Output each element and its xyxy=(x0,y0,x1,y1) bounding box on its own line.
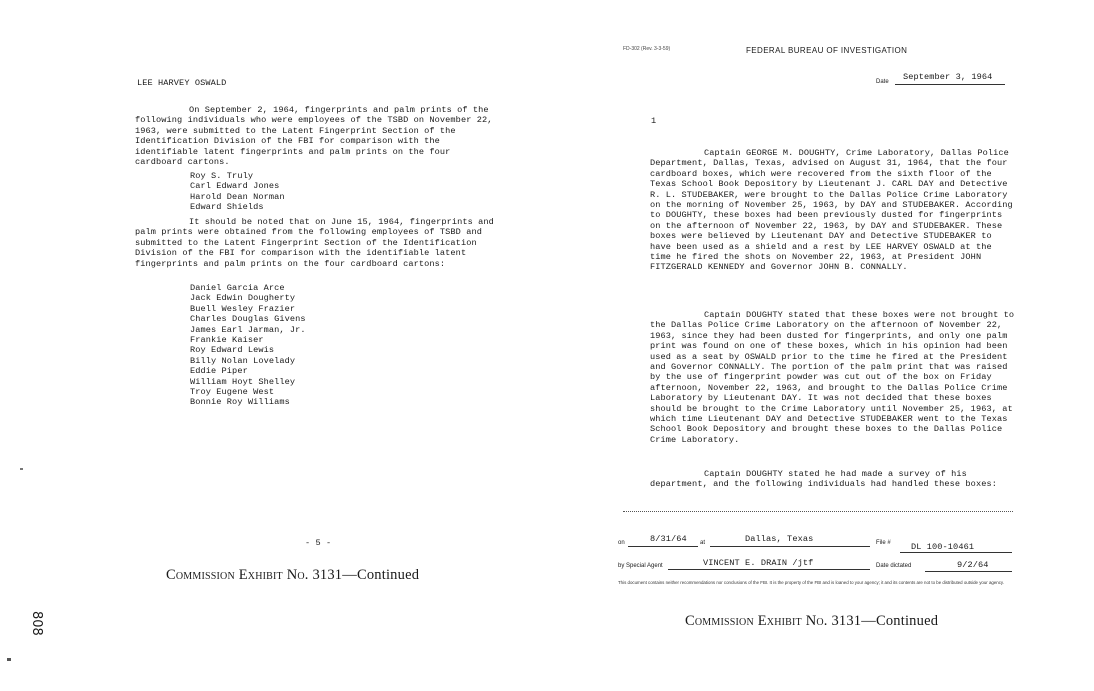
list-item: Buell Wesley Frazier xyxy=(190,303,296,314)
list-item: Carl Edward Jones xyxy=(190,181,280,192)
list-item: Charles Douglas Givens xyxy=(190,314,306,325)
on-label: on xyxy=(618,540,625,546)
list-item: Daniel Garcia Arce xyxy=(190,283,285,293)
dictated-value: 9/2/64 xyxy=(957,560,989,570)
page-marker: 1 xyxy=(651,116,657,126)
agent-underline xyxy=(668,569,870,570)
left-list-2 xyxy=(190,283,306,408)
caption-prefix: Commission Exhibit No. xyxy=(166,567,309,583)
list-item: Billy Nolan Lovelady xyxy=(190,355,296,366)
caption-prefix: Commission Exhibit No. xyxy=(685,613,828,629)
speck xyxy=(20,468,23,470)
file-label: File # xyxy=(876,540,891,546)
left-list-1 xyxy=(190,171,285,213)
agent-label: by Special Agent xyxy=(618,563,663,569)
date-value: September 3, 1964 xyxy=(903,72,993,82)
list-item: Troy Eugene West xyxy=(190,387,275,398)
right-para-1: Captain GEORGE M. DOUGHTY, Crime Laboratory, Dallas Police Department, Dallas, Texas, advised on August 31, 1964, that the four cardboard boxes, which were recovered from the sixth floor of the Texas School Book Depository by Lieutenant J. CARL DAY and Detective R. L. STUDEBAKER, were brought to the Dallas Police Crime Laboratory on the morning of November 25, 1963, by DAY and STUDEBAKER. According to DOUGHTY, these boxes had been previously dusted for fingerprints on the afternoon of November 22, 1963, by DAY and STUDEBAKER. These boxes were believed by Lieutenant DAY and Detective STUDEBAKER to have been used as a shield and a rest by LEE HARVEY OSWALD at the time he fired the shots on November 22, 1963, at President JOHN FITZGERALD KENNEDY and Governor JOHN B. CONNALLY. xyxy=(650,148,1013,273)
list-item: Bonnie Roy Williams xyxy=(190,397,290,408)
disclaimer: This document contains neither recommendations nor conclusions of the FBI. It is the property of the FBI and is loaned to your agency; it and its contents are not to be distributed outside your agency. xyxy=(618,580,1005,585)
list-item: Harold Dean Norman xyxy=(190,191,285,202)
right-para-3: Captain DOUGHTY stated he had made a survey of his department, and the following individuals had handled these boxes: xyxy=(650,469,997,490)
dictated-label: Date dictated xyxy=(876,563,912,569)
location-underline xyxy=(710,546,870,547)
list-item: Frankie Kaiser xyxy=(190,335,264,346)
caption-number: 3131—Continued xyxy=(831,613,939,629)
at-label: at xyxy=(700,540,706,546)
right-caption xyxy=(685,613,938,630)
caption-number: 3131—Continued xyxy=(312,567,420,583)
left-page-number: - 5 - xyxy=(305,538,332,548)
dictated-underline xyxy=(925,571,1012,572)
date-label: Date xyxy=(876,79,889,85)
interview-date: 8/31/64 xyxy=(650,534,687,544)
form-number: FD-302 (Rev. 3-3-59) xyxy=(623,46,671,52)
form-separator xyxy=(623,511,1013,512)
speck xyxy=(7,658,11,661)
list-item: William Hoyt Shelley xyxy=(190,376,296,387)
left-para-1: On September 2, 1964, fingerprints and palm prints of the following individuals who were employees of the TSBD on November 22, 1963, were submitted to the Latent Fingerprint Section of the Identification Division of the FBI for comparison with the identifiable latent fingerprints and palm prints on the four cardboard cartons. xyxy=(135,105,493,168)
list-item: Jack Edwin Dougherty xyxy=(190,293,296,304)
interview-date-underline xyxy=(628,546,698,547)
file-number: DL 100-10461 xyxy=(911,542,975,552)
list-item: Eddie Piper xyxy=(190,366,248,377)
left-caption xyxy=(166,567,419,584)
list-item: James Earl Jarman, Jr. xyxy=(190,324,306,335)
margin-page-number: 808 xyxy=(29,611,44,636)
agency-name: FEDERAL BUREAU OF INVESTIGATION xyxy=(746,46,908,55)
location: Dallas, Texas xyxy=(745,534,814,544)
list-item: Roy S. Truly xyxy=(190,171,254,181)
date-underline xyxy=(895,84,1005,85)
list-item: Edward Shields xyxy=(190,202,264,213)
agent-name: VINCENT E. DRAIN /jtf xyxy=(703,558,814,568)
left-heading: LEE HARVEY OSWALD xyxy=(137,78,227,88)
left-para-2: It should be noted that on June 15, 1964, fingerprints and palm prints were obtained from the following employees of TSBD and submitted to the Latent Fingerprint Section of the Identification Division of the FBI for comparison with the identifiable latent fingerprints and palm prints on the four cardboard cartons: xyxy=(135,217,494,269)
right-para-2: Captain DOUGHTY stated that these boxes were not brought to the Dallas Police Crime Laboratory on the afternoon of November 22, 1963, since they had been dusted for fingerprints, and only one palm print was found on one of these boxes, which in his opinion had been used as a seat by OSWALD prior to the time he fired at the President and Governor CONNALLY. The portion of the palm print that was raised by the use of fingerprint powder was cut out of the box on Friday afternoon, November 22, 1963, and brought to the Dallas Police Crime Laboratory by Lieutenant DAY. It was not decided that these boxes should be brought to the Crime Laboratory until November 25, 1963, at which time Lieutenant DAY and Detective STUDEBAKER went to the Texas School Book Depository and brought these boxes to the Dallas Police Crime Laboratory. xyxy=(650,310,1015,445)
list-item: Roy Edward Lewis xyxy=(190,345,275,356)
file-underline xyxy=(900,552,1012,553)
